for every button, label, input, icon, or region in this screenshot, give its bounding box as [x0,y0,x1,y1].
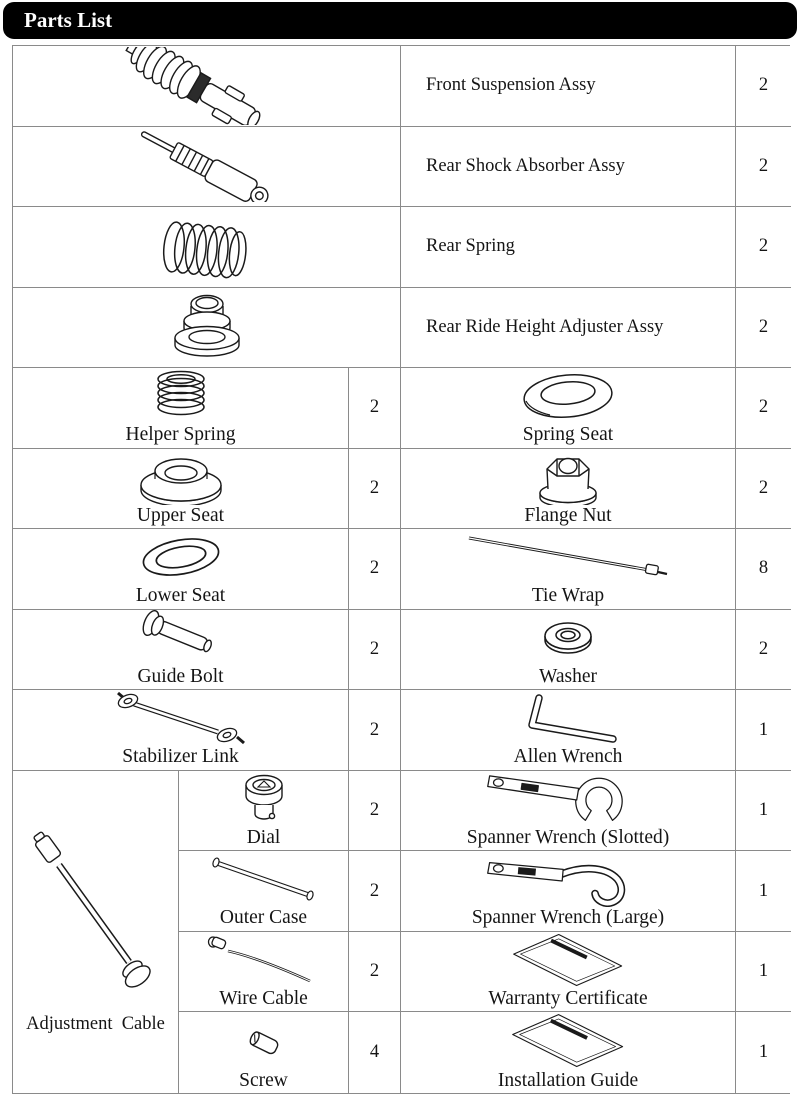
part-qty-cell [736,207,791,288]
part-cell [401,771,736,852]
part-image-cell [13,127,401,208]
adjustment-cable-icon [26,829,166,1004]
part-label: Installation Guide [497,1069,639,1091]
part-cell [179,1012,349,1093]
part-cell [13,610,349,691]
adjustment-cable-group-cell [13,771,179,1093]
guide-bolt-icon [133,610,228,666]
warranty-certificate-icon [501,932,636,988]
spanner-wrench-large-icon [473,851,663,907]
part-cell [401,610,736,691]
part-desc-cell [401,127,736,208]
spanner-wrench-slotted-icon [473,771,663,827]
part-qty: 2 [369,961,380,982]
part-qty-cell [349,1012,401,1093]
washer-icon [541,610,596,666]
lower-seat-icon [136,529,226,585]
part-qty: 8 [758,558,769,579]
part-cell [179,851,349,932]
part-qty: 2 [758,639,769,660]
part-label: Rear Spring [426,236,515,257]
part-qty-cell [349,368,401,449]
part-qty-cell [349,610,401,691]
header-bar [3,2,797,39]
part-cell [13,368,349,449]
installation-guide-icon [501,1012,636,1069]
part-label: Stabilizer Link [122,746,239,768]
part-cell [401,932,736,1013]
part-qty-cell [349,771,401,852]
part-label: Tie Wrap [531,585,605,607]
part-desc-cell [401,288,736,369]
part-desc-cell [401,46,736,127]
part-cell [13,449,349,530]
part-cell [179,932,349,1013]
part-qty: 2 [369,397,380,418]
part-qty: 2 [758,155,769,176]
part-qty-cell [349,932,401,1013]
front-suspension-icon [119,47,294,125]
part-label: Guide Bolt [137,665,224,687]
screw-icon [243,1012,285,1069]
part-qty: 2 [369,800,380,821]
part-label: Rear Shock Absorber Assy [426,155,625,176]
part-label: Helper Spring [125,424,236,446]
upper-seat-icon [136,449,226,505]
part-qty: 2 [758,236,769,257]
spring-seat-icon [518,368,618,424]
part-label: Outer Case [219,907,308,929]
helper-spring-icon [145,368,217,424]
part-label: Spanner Wrench (Large) [471,907,665,929]
part-qty-cell [736,529,791,610]
part-cell [401,529,736,610]
part-cell [401,368,736,449]
part-label: Screw [239,1069,288,1091]
part-qty-cell [349,690,401,771]
part-qty-cell [736,46,791,127]
wire-cable-icon [204,932,324,988]
part-qty: 2 [369,477,380,498]
part-qty-cell [736,1012,791,1093]
part-cell [401,1012,736,1093]
page-title: Parts List [24,8,113,32]
dial-icon [239,771,289,827]
part-qty-cell [736,851,791,932]
part-cell [13,690,349,771]
part-label: Dial [246,826,281,848]
part-qty: 1 [758,719,769,740]
part-label: Washer [539,665,597,687]
part-desc-cell [401,207,736,288]
part-qty-cell [736,610,791,691]
part-label: Spring Seat [522,424,614,446]
rear-ride-height-adjuster-icon [167,290,247,364]
part-qty-cell [736,368,791,449]
part-label: Lower Seat [135,585,226,607]
part-qty: 2 [369,719,380,740]
part-qty-cell [349,449,401,530]
outer-case-icon [206,851,321,907]
part-qty: 4 [369,1042,380,1063]
part-cell [401,449,736,530]
part-qty: 2 [369,639,380,660]
part-label: Flange Nut [524,504,612,526]
part-qty-cell [736,288,791,369]
part-qty: 2 [758,75,769,96]
group-label: Adjustment Cable [26,1014,165,1035]
part-label: Upper Seat [136,504,225,526]
part-qty-cell [736,127,791,208]
rear-spring-icon [159,211,255,283]
part-image-cell [13,288,401,369]
part-label: Warranty Certificate [488,988,648,1010]
part-qty-cell [349,851,401,932]
part-qty-cell [736,690,791,771]
part-label: Wire Cable [219,988,308,1010]
part-label: Allen Wrench [513,746,623,768]
part-label: Front Suspension Assy [426,75,596,96]
part-label: Rear Ride Height Adjuster Assy [426,316,664,337]
part-cell [401,690,736,771]
part-qty-cell [349,529,401,610]
part-qty-cell [736,771,791,852]
parts-table [12,45,790,1094]
part-qty: 1 [758,880,769,901]
part-qty: 2 [369,558,380,579]
part-cell [401,851,736,932]
part-image-cell [13,46,401,127]
stabilizer-link-icon [106,690,256,746]
rear-shock-absorber-icon [127,130,287,202]
part-qty-cell [736,449,791,530]
part-qty: 1 [758,1042,769,1063]
part-qty: 1 [758,961,769,982]
allen-wrench-icon [508,690,628,746]
part-cell [179,771,349,852]
part-cell [13,529,349,610]
part-qty: 2 [758,397,769,418]
part-label: Spanner Wrench (Slotted) [466,826,670,848]
tie-wrap-icon [461,529,676,585]
part-image-cell [13,207,401,288]
part-qty-cell [736,932,791,1013]
part-qty: 2 [758,477,769,498]
part-qty: 2 [758,316,769,337]
part-qty: 2 [369,880,380,901]
part-qty: 1 [758,800,769,821]
flange-nut-icon [534,449,602,505]
